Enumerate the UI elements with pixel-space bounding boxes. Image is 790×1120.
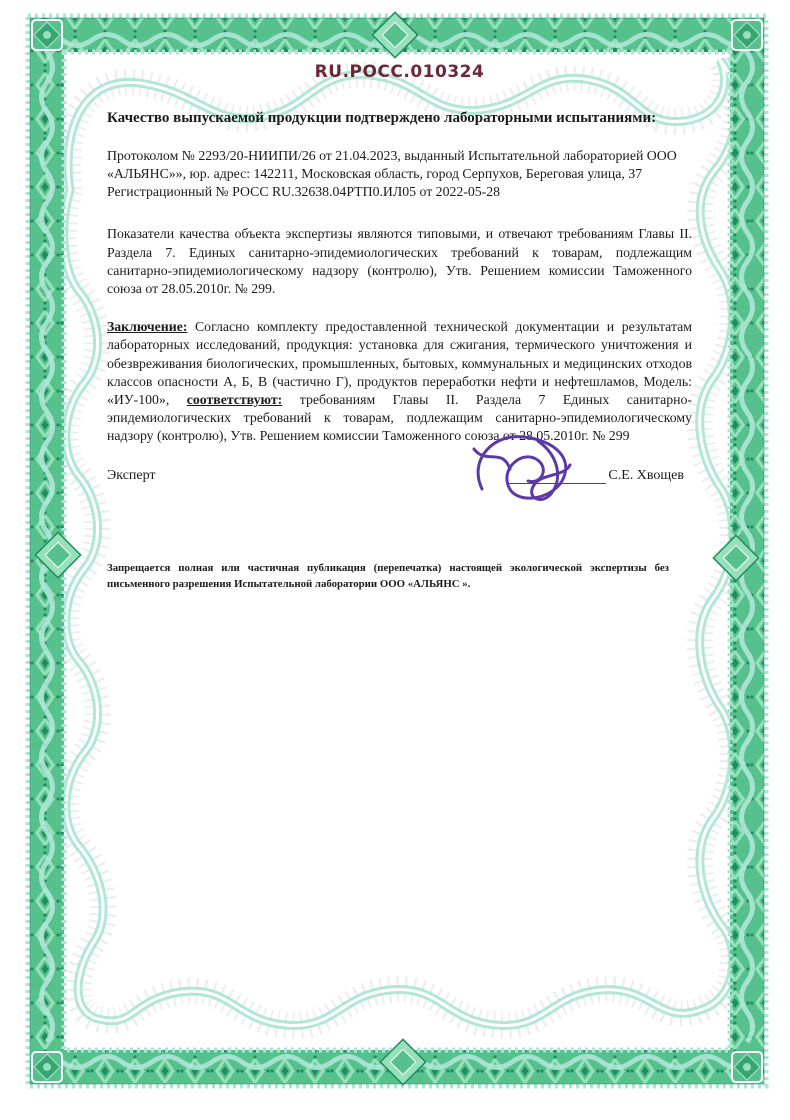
expert-row — [107, 468, 692, 484]
conclusion-paragraph — [107, 318, 692, 445]
protocol-paragraph: Протоколом № 2293/20-НИИПИ/26 от 21.04.2023, выданный Испытательной лабораторией ООО «АЛЬЯНС»», юр. адрес: 142211, Московская область, город Серпухов, Береговая улица, 37 — [107, 147, 677, 181]
quality-paragraph: Показатели качества объекта экспертизы являются типовыми, и отвечают требованиям Главы II. Раздела 7. Единых санитарно-эпидемиологических требований к товарам, подлежащим санитарно-эпидемиологическому надзору (контролю), Утв. Решением комиссии Таможенного союза от 28.05.2010г. № 299. — [107, 226, 692, 296]
conclusion-text-before: Согласно комплекту предоставленной технической документации и результатам лабораторных исследований, продукция: установка для сжигания, термического уничтожения и обезвреживания биологических, промышленных, бытовых, коммунальных и медицинских отходов классов опасности А, Б, В (частично Г), продуктов переработки нефти и нефтешламов, Модель: «ИУ-100», — [107, 319, 693, 407]
footer-note: Запрещается полная или частичная публикация (перепечатка) настоящей экологической экспертизы без письменного разрешения Испытательной лаборатории ООО «АЛЬЯНС ». — [107, 561, 669, 591]
conform-label: соответствуют: — [186, 391, 283, 407]
document-code: RU.РОСС.010324 — [314, 62, 485, 82]
signature-block — [508, 468, 684, 484]
expert-label: Эксперт — [107, 467, 156, 483]
expert-name: С.Е. Хвощев — [608, 467, 684, 483]
certificate-content — [107, 0, 692, 593]
main-heading: Качество выпускаемой продукции подтверждено лабораторными испытаниями: — [107, 110, 657, 126]
conclusion-text-after: требованиям Главы II. Раздела 7 Единых санитарно-эпидемиологических требований к товарам, подлежащим санитарно-эпидемиологическому надзору (контролю), Утв. Решением комиссии Таможенного союза от 28.05.2010г. № 299 — [107, 391, 692, 444]
registration-line: Регистрационный № РОСС RU.32638.04РТП0.ИЛ05 от 2022-05-28 — [107, 184, 501, 200]
conclusion-label: Заключение: — [107, 319, 188, 335]
signature-line — [508, 470, 606, 484]
